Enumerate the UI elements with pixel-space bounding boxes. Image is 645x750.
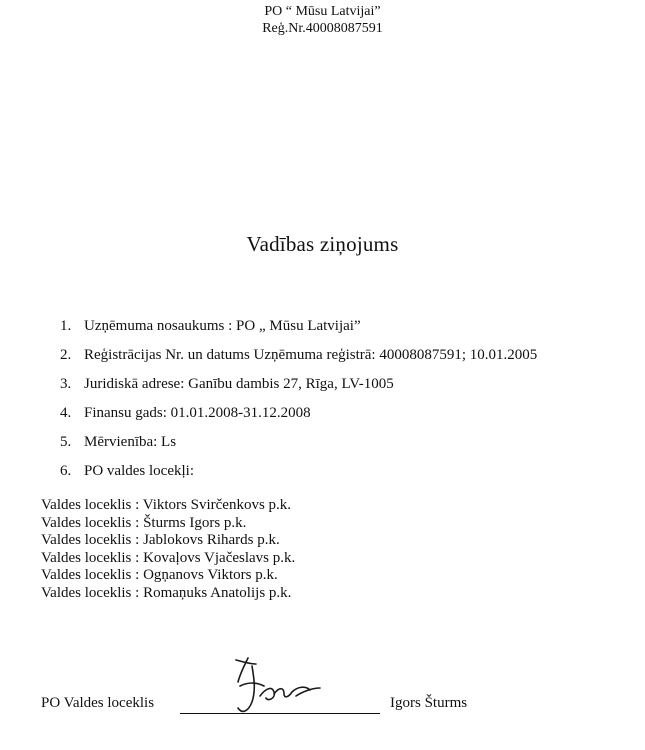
list-item xyxy=(60,345,537,374)
list-item xyxy=(60,461,537,490)
item-text: Juridiskā adrese: Ganību dambis 27, Rīga, LV-1005 xyxy=(84,376,394,392)
item-number: 6. xyxy=(60,463,72,479)
board-member: Valdes loceklis : Jablokovs Rihards p.k. xyxy=(41,532,280,549)
handwritten-signature xyxy=(226,652,330,718)
item-number: 3. xyxy=(60,376,72,392)
item-number: 5. xyxy=(60,434,72,450)
header-registration-number: Reģ.Nr.40008087591 xyxy=(262,21,383,36)
board-member: Valdes loceklis : Romaņuks Anatolijs p.k. xyxy=(41,584,292,601)
item-text: Mērvienība: Ls xyxy=(84,434,177,450)
list-item xyxy=(60,403,537,432)
item-text: Reģistrācijas Nr. un datums Uzņēmuma reģistrā: 40008087591; 10.01.2005 xyxy=(84,347,538,363)
item-text: Finansu gads: 01.01.2008-31.12.2008 xyxy=(84,405,311,421)
item-text: PO valdes locekļi: xyxy=(84,463,194,479)
item-number: 2. xyxy=(60,347,72,363)
board-member: Valdes loceklis : Ogņanovs Viktors p.k. xyxy=(41,567,278,584)
item-text: Uzņēmuma nosaukums : PO „ Mūsu Latvijai” xyxy=(84,318,361,334)
signature-label: PO Valdes loceklis xyxy=(41,695,155,711)
board-member: Valdes loceklis : Viktors Svirčenkovs p.k. xyxy=(41,497,292,513)
list-item xyxy=(60,432,537,461)
document-title: Vadības ziņojums xyxy=(246,232,399,256)
signatory-name: Igors Šturms xyxy=(390,695,468,711)
list-item xyxy=(60,374,537,403)
board-members-list xyxy=(41,497,295,603)
item-number: 4. xyxy=(60,405,72,421)
board-member: Valdes loceklis : Kovaļovs Vjačeslavs p.k. xyxy=(41,549,296,566)
list-item xyxy=(60,316,537,345)
item-number: 1. xyxy=(60,318,72,334)
details-list xyxy=(60,316,537,490)
header-organization: PO “ Mūsu Latvijai” xyxy=(264,4,381,19)
board-member: Valdes loceklis : Šturms Igors p.k. xyxy=(41,514,247,531)
